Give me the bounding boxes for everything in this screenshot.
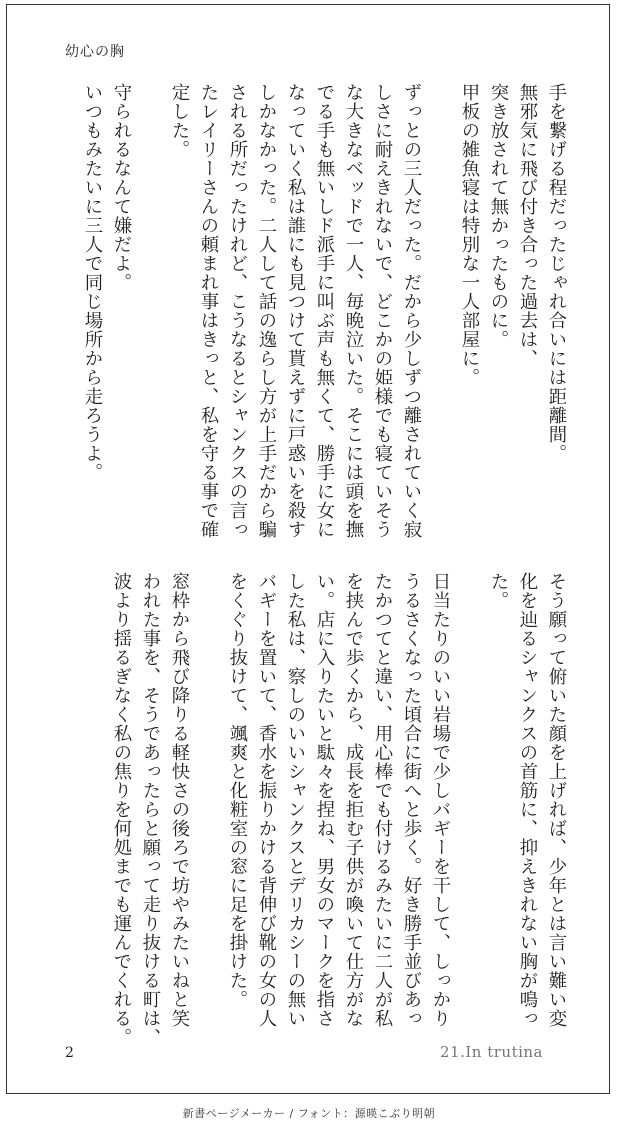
page-number: 2 — [65, 1045, 74, 1061]
header-title: 幼心の胸 — [65, 44, 125, 60]
text-block-top: 手を繋げる程だったじゃれ合いには距離間。 無邪気に飛び付き合った過去は、 突き放されて無かったものに。 甲板の雑魚寝は特別な一人部屋に。 ずっとの三人だった。だから少しずつ離されていく寂 しさに耐えきれないで、どこかの姫様でも寝ていそう な大きなベッドで一人、毎晩泣いた。そこには頭を撫 でる手も無いしド派手に叫ぶ声も無くて、勝手に女に なっていく私は誰にも見つけて貰えずに戸惑いを殺す しかなかった。二人して話の逸らし方が上手だから騙 される所だったけれど、こうなるとシャンクスの言っ たレイリーさんの頼まれ事はきっと、私を守る事で確 定した。 守られるなんて嫌だよ。 いつもみたいに三人で同じ場所から走ろうよ。 — [82, 83, 567, 539]
page-frame — [6, 4, 610, 1094]
chapter-label: 21.In trutina — [440, 1043, 543, 1061]
footer-credit: 新書ページメーカー / フォント：源暎こぶり明朝 — [182, 1107, 436, 1120]
text-block-bottom: そう願って俯いた顔を上げれば、少年とは言い難い変 化を辿るシャンクスの首筋に、抑えきれない胸が鳴っ た。 日当たりのいい岩場で少しバギーを干して、しっかり うるさくなった頃合に街へと歩く。好き勝手並びあっ たかつてと違い、用心棒でも付けるみたいに二人が私 を挟んで歩くから、成長を拒む子供が喚いて仕方がな い。店に入りたいと駄々を捏ね、男女のマークを指さ した私は、察しのいいシャンクスとデリカシーの無い バギーを置いて、香水を振りかける背伸び靴の女の人 をくぐり抜けて、颯爽と化粧室の窓に足を掛けた。 窓枠から飛び降りる軽快さの後ろで坊やみたいねと笑 われた事を、そうであったらと願って走り抜ける町は、 波より揺るぎなく私の焦りを何処までも運んでくれる。 — [111, 572, 567, 1047]
